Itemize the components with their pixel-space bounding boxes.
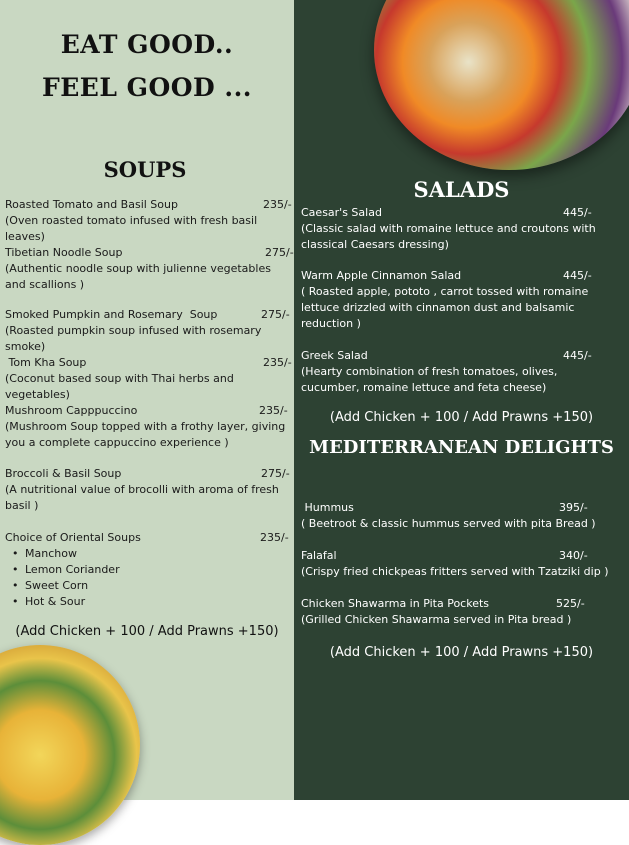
mediterranean-heading: MEDITERRANEAN DELIGHTS: [309, 437, 614, 458]
left-panel: [0, 0, 294, 800]
soup-option: • Manchow: [5, 546, 292, 562]
mediterranean-description: (Crispy fried chickpeas fritters served with Tzatziki dip ): [301, 565, 609, 578]
soup-item: [5, 307, 292, 355]
soup-name: Roasted Tomato and Basil Soup: [5, 198, 178, 211]
salads-addon-note: (Add Chicken + 100 / Add Prawns +150): [329, 410, 594, 425]
soup-price: 235/-: [263, 198, 292, 211]
soup-description: (Coconut based soup with Thai herbs and vegetables): [5, 372, 234, 401]
salad-name: Greek Salad: [301, 349, 368, 362]
soup-option: • Hot & Sour: [5, 594, 292, 610]
soup-price: 235/-: [259, 404, 288, 417]
mediterranean-description: ( Beetroot & classic hummus served with pita Bread ): [301, 517, 596, 530]
mediterranean-price: 525/-: [556, 597, 585, 610]
salad-name: Caesar's Salad: [301, 206, 382, 219]
mediterranean-price: 395/-: [559, 501, 588, 514]
soup-description: (Roasted pumpkin soup infused with rosemary smoke): [5, 324, 262, 353]
soup-price: 275/-: [265, 246, 294, 259]
mediterranean-name: Chicken Shawarma in Pita Pockets: [301, 597, 490, 610]
salad-price: 445/-: [563, 206, 592, 219]
right-panel: [294, 0, 629, 800]
soup-item: [5, 197, 292, 245]
oriental-soup-options: [5, 546, 292, 610]
soup-description: (Oven roasted tomato infused with fresh basil leaves): [5, 214, 258, 243]
soup-item: [5, 530, 292, 610]
salad-description: (Hearty combination of fresh tomatoes, olives, cucumber, romaine lettuce and feta cheese): [301, 365, 558, 394]
salad-price: 445/-: [563, 349, 592, 362]
headline-line-2: FEEL GOOD ...: [41, 73, 253, 102]
soup-price: 275/-: [261, 308, 290, 321]
soup-name: Broccoli & Basil Soup: [5, 467, 122, 480]
mediterranean-description: (Grilled Chicken Shawarma served in Pita bread ): [301, 613, 572, 626]
soup-name: Mushroom Capppuccino: [5, 404, 138, 417]
soup-name: Tom Kha Soup: [5, 356, 87, 369]
soup-price: 275/-: [261, 467, 290, 480]
soup-item: [5, 245, 292, 293]
soup-name: Tibetian Noodle Soup: [5, 246, 123, 259]
soups-addon-note: (Add Chicken + 100 / Add Prawns +150): [15, 624, 279, 639]
soup-name: Choice of Oriental Soups: [5, 531, 141, 544]
salad-description: (Classic salad with romaine lettuce and croutons with classical Caesars dressing): [301, 222, 596, 251]
soup-price: 235/-: [263, 356, 292, 369]
salad-price: 445/-: [563, 269, 592, 282]
soup-option: • Sweet Corn: [5, 578, 292, 594]
soup-price: 235/-: [260, 531, 289, 544]
soup-description: (Mushroom Soup topped with a frothy layer, giving you a complete cappuccino experience ): [5, 420, 286, 449]
salad-name: Warm Apple Cinnamon Salad: [301, 269, 462, 282]
soup-item: [5, 403, 292, 451]
soup-description: (Authentic noodle soup with julienne vegetables and scallions ): [5, 262, 271, 291]
soup-item: [5, 466, 292, 514]
soups-heading: SOUPS: [103, 157, 187, 182]
soup-name: Smoked Pumpkin and Rosemary Soup: [5, 308, 218, 321]
salad-description: ( Roasted apple, pototo , carrot tossed with romaine lettuce drizzled with cinnamon dust and balsamic reduction ): [301, 285, 589, 330]
salad-bowl-image: [374, 0, 629, 170]
salads-heading: SALADS: [413, 177, 510, 202]
mediterranean-name: Falafal: [301, 549, 337, 562]
mediterranean-name: Hummus: [301, 501, 354, 514]
mediterranean-price: 340/-: [559, 549, 588, 562]
soup-bowl-image: [0, 645, 140, 845]
mediterranean-addon-note: (Add Chicken + 100 / Add Prawns +150): [329, 645, 594, 660]
headline-line-1: EAT GOOD..: [60, 30, 234, 59]
soup-item: [5, 355, 292, 403]
soup-description: (A nutritional value of brocolli with aroma of fresh basil ): [5, 483, 279, 512]
soup-option: • Lemon Coriander: [5, 562, 292, 578]
